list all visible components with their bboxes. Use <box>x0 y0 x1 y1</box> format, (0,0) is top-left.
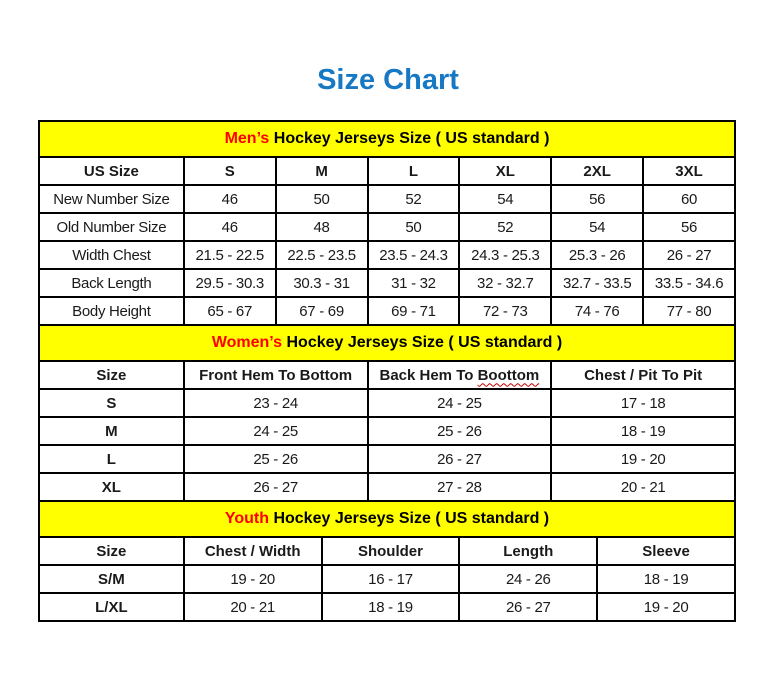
mens-value-cell: 50 <box>276 185 368 213</box>
mens-column-header-6: 3XL <box>643 157 735 185</box>
womens-value-cell: 19 - 20 <box>551 445 735 473</box>
youth-band-rest: Hockey Jerseys Size ( US standard ) <box>269 510 550 527</box>
womens-value-cell: 24 - 25 <box>368 389 552 417</box>
youth-size-table <box>38 500 736 622</box>
mens-value-cell: 32 - 32.7 <box>459 269 551 297</box>
womens-value-cell: 18 - 19 <box>551 417 735 445</box>
youth-value-cell: 18 - 19 <box>597 565 735 593</box>
mens-column-header-3: L <box>368 157 460 185</box>
youth-table-band <box>39 501 735 537</box>
youth-column-header-0: Size <box>39 537 184 565</box>
mens-value-cell: 32.7 - 33.5 <box>551 269 643 297</box>
womens-band-rest: Hockey Jerseys Size ( US standard ) <box>282 334 563 351</box>
womens-value-cell: 25 - 26 <box>368 417 552 445</box>
womens-table-row <box>39 445 735 473</box>
mens-column-header-1: S <box>184 157 276 185</box>
mens-table-row <box>39 241 735 269</box>
mens-table-row <box>39 213 735 241</box>
mens-value-cell: 33.5 - 34.6 <box>643 269 735 297</box>
mens-value-cell: 60 <box>643 185 735 213</box>
youth-table-row <box>39 565 735 593</box>
womens-value-cell: 23 - 24 <box>184 389 368 417</box>
mens-column-header-2: M <box>276 157 368 185</box>
mens-table-band <box>39 121 735 157</box>
womens-value-cell: 27 - 28 <box>368 473 552 501</box>
womens-table-band <box>39 325 735 361</box>
mens-column-header-4: XL <box>459 157 551 185</box>
youth-band-highlight: Youth <box>224 510 269 527</box>
mens-row-label: Old Number Size <box>39 213 184 241</box>
mens-value-cell: 67 - 69 <box>276 297 368 325</box>
youth-column-header-4: Sleeve <box>597 537 735 565</box>
mens-band-rest: Hockey Jerseys Size ( US standard ) <box>269 130 550 147</box>
mens-column-header-0: US Size <box>39 157 184 185</box>
youth-value-cell: 18 - 19 <box>322 593 460 621</box>
youth-row-label: S/M <box>39 565 184 593</box>
womens-table-row <box>39 389 735 417</box>
womens-band-highlight: Women’s <box>211 334 283 351</box>
mens-value-cell: 22.5 - 23.5 <box>276 241 368 269</box>
womens-size-table <box>38 324 736 502</box>
womens-table-row <box>39 417 735 445</box>
womens-value-cell: 26 - 27 <box>368 445 552 473</box>
mens-value-cell: 30.3 - 31 <box>276 269 368 297</box>
mens-size-table <box>38 120 736 326</box>
womens-row-label: L <box>39 445 184 473</box>
mens-value-cell: 46 <box>184 213 276 241</box>
mens-value-cell: 52 <box>368 185 460 213</box>
youth-row-label: L/XL <box>39 593 184 621</box>
youth-column-header-1: Chest / Width <box>184 537 322 565</box>
womens-column-header-2: Back Hem To Boottom <box>368 361 552 389</box>
mens-value-cell: 25.3 - 26 <box>551 241 643 269</box>
mens-value-cell: 26 - 27 <box>643 241 735 269</box>
mens-value-cell: 72 - 73 <box>459 297 551 325</box>
mens-value-cell: 54 <box>551 213 643 241</box>
mens-value-cell: 74 - 76 <box>551 297 643 325</box>
mens-band-highlight: Men’s <box>224 130 270 147</box>
mens-value-cell: 29.5 - 30.3 <box>184 269 276 297</box>
mens-row-label: Back Length <box>39 269 184 297</box>
womens-column-header-0: Size <box>39 361 184 389</box>
youth-table-row <box>39 593 735 621</box>
mens-row-label: Width Chest <box>39 241 184 269</box>
mens-table-row <box>39 297 735 325</box>
womens-row-label: XL <box>39 473 184 501</box>
youth-value-cell: 16 - 17 <box>322 565 460 593</box>
mens-value-cell: 56 <box>551 185 643 213</box>
mens-value-cell: 69 - 71 <box>368 297 460 325</box>
mens-value-cell: 65 - 67 <box>184 297 276 325</box>
mens-value-cell: 21.5 - 22.5 <box>184 241 276 269</box>
mens-row-label: New Number Size <box>39 185 184 213</box>
mens-value-cell: 48 <box>276 213 368 241</box>
mens-column-header-5: 2XL <box>551 157 643 185</box>
mens-value-cell: 50 <box>368 213 460 241</box>
womens-value-cell: 26 - 27 <box>184 473 368 501</box>
mens-value-cell: 31 - 32 <box>368 269 460 297</box>
mens-table-row <box>39 269 735 297</box>
mens-value-cell: 23.5 - 24.3 <box>368 241 460 269</box>
page-title: Size Chart <box>317 64 459 96</box>
womens-value-cell: 20 - 21 <box>551 473 735 501</box>
misspelled-word: Boottom <box>477 366 540 384</box>
mens-table-row <box>39 185 735 213</box>
mens-value-cell: 54 <box>459 185 551 213</box>
youth-value-cell: 19 - 20 <box>597 593 735 621</box>
womens-column-header-3: Chest / Pit To Pit <box>551 361 735 389</box>
womens-table-row <box>39 473 735 501</box>
youth-value-cell: 19 - 20 <box>184 565 322 593</box>
mens-value-cell: 46 <box>184 185 276 213</box>
womens-row-label: S <box>39 389 184 417</box>
youth-value-cell: 24 - 26 <box>459 565 597 593</box>
youth-value-cell: 26 - 27 <box>459 593 597 621</box>
mens-value-cell: 77 - 80 <box>643 297 735 325</box>
youth-value-cell: 20 - 21 <box>184 593 322 621</box>
womens-column-header-1: Front Hem To Bottom <box>184 361 368 389</box>
mens-value-cell: 56 <box>643 213 735 241</box>
mens-value-cell: 52 <box>459 213 551 241</box>
womens-row-label: M <box>39 417 184 445</box>
mens-value-cell: 24.3 - 25.3 <box>459 241 551 269</box>
womens-value-cell: 25 - 26 <box>184 445 368 473</box>
youth-column-header-3: Length <box>459 537 597 565</box>
womens-value-cell: 17 - 18 <box>551 389 735 417</box>
youth-column-header-2: Shoulder <box>322 537 460 565</box>
size-chart-tables <box>38 120 736 622</box>
mens-row-label: Body Height <box>39 297 184 325</box>
womens-value-cell: 24 - 25 <box>184 417 368 445</box>
